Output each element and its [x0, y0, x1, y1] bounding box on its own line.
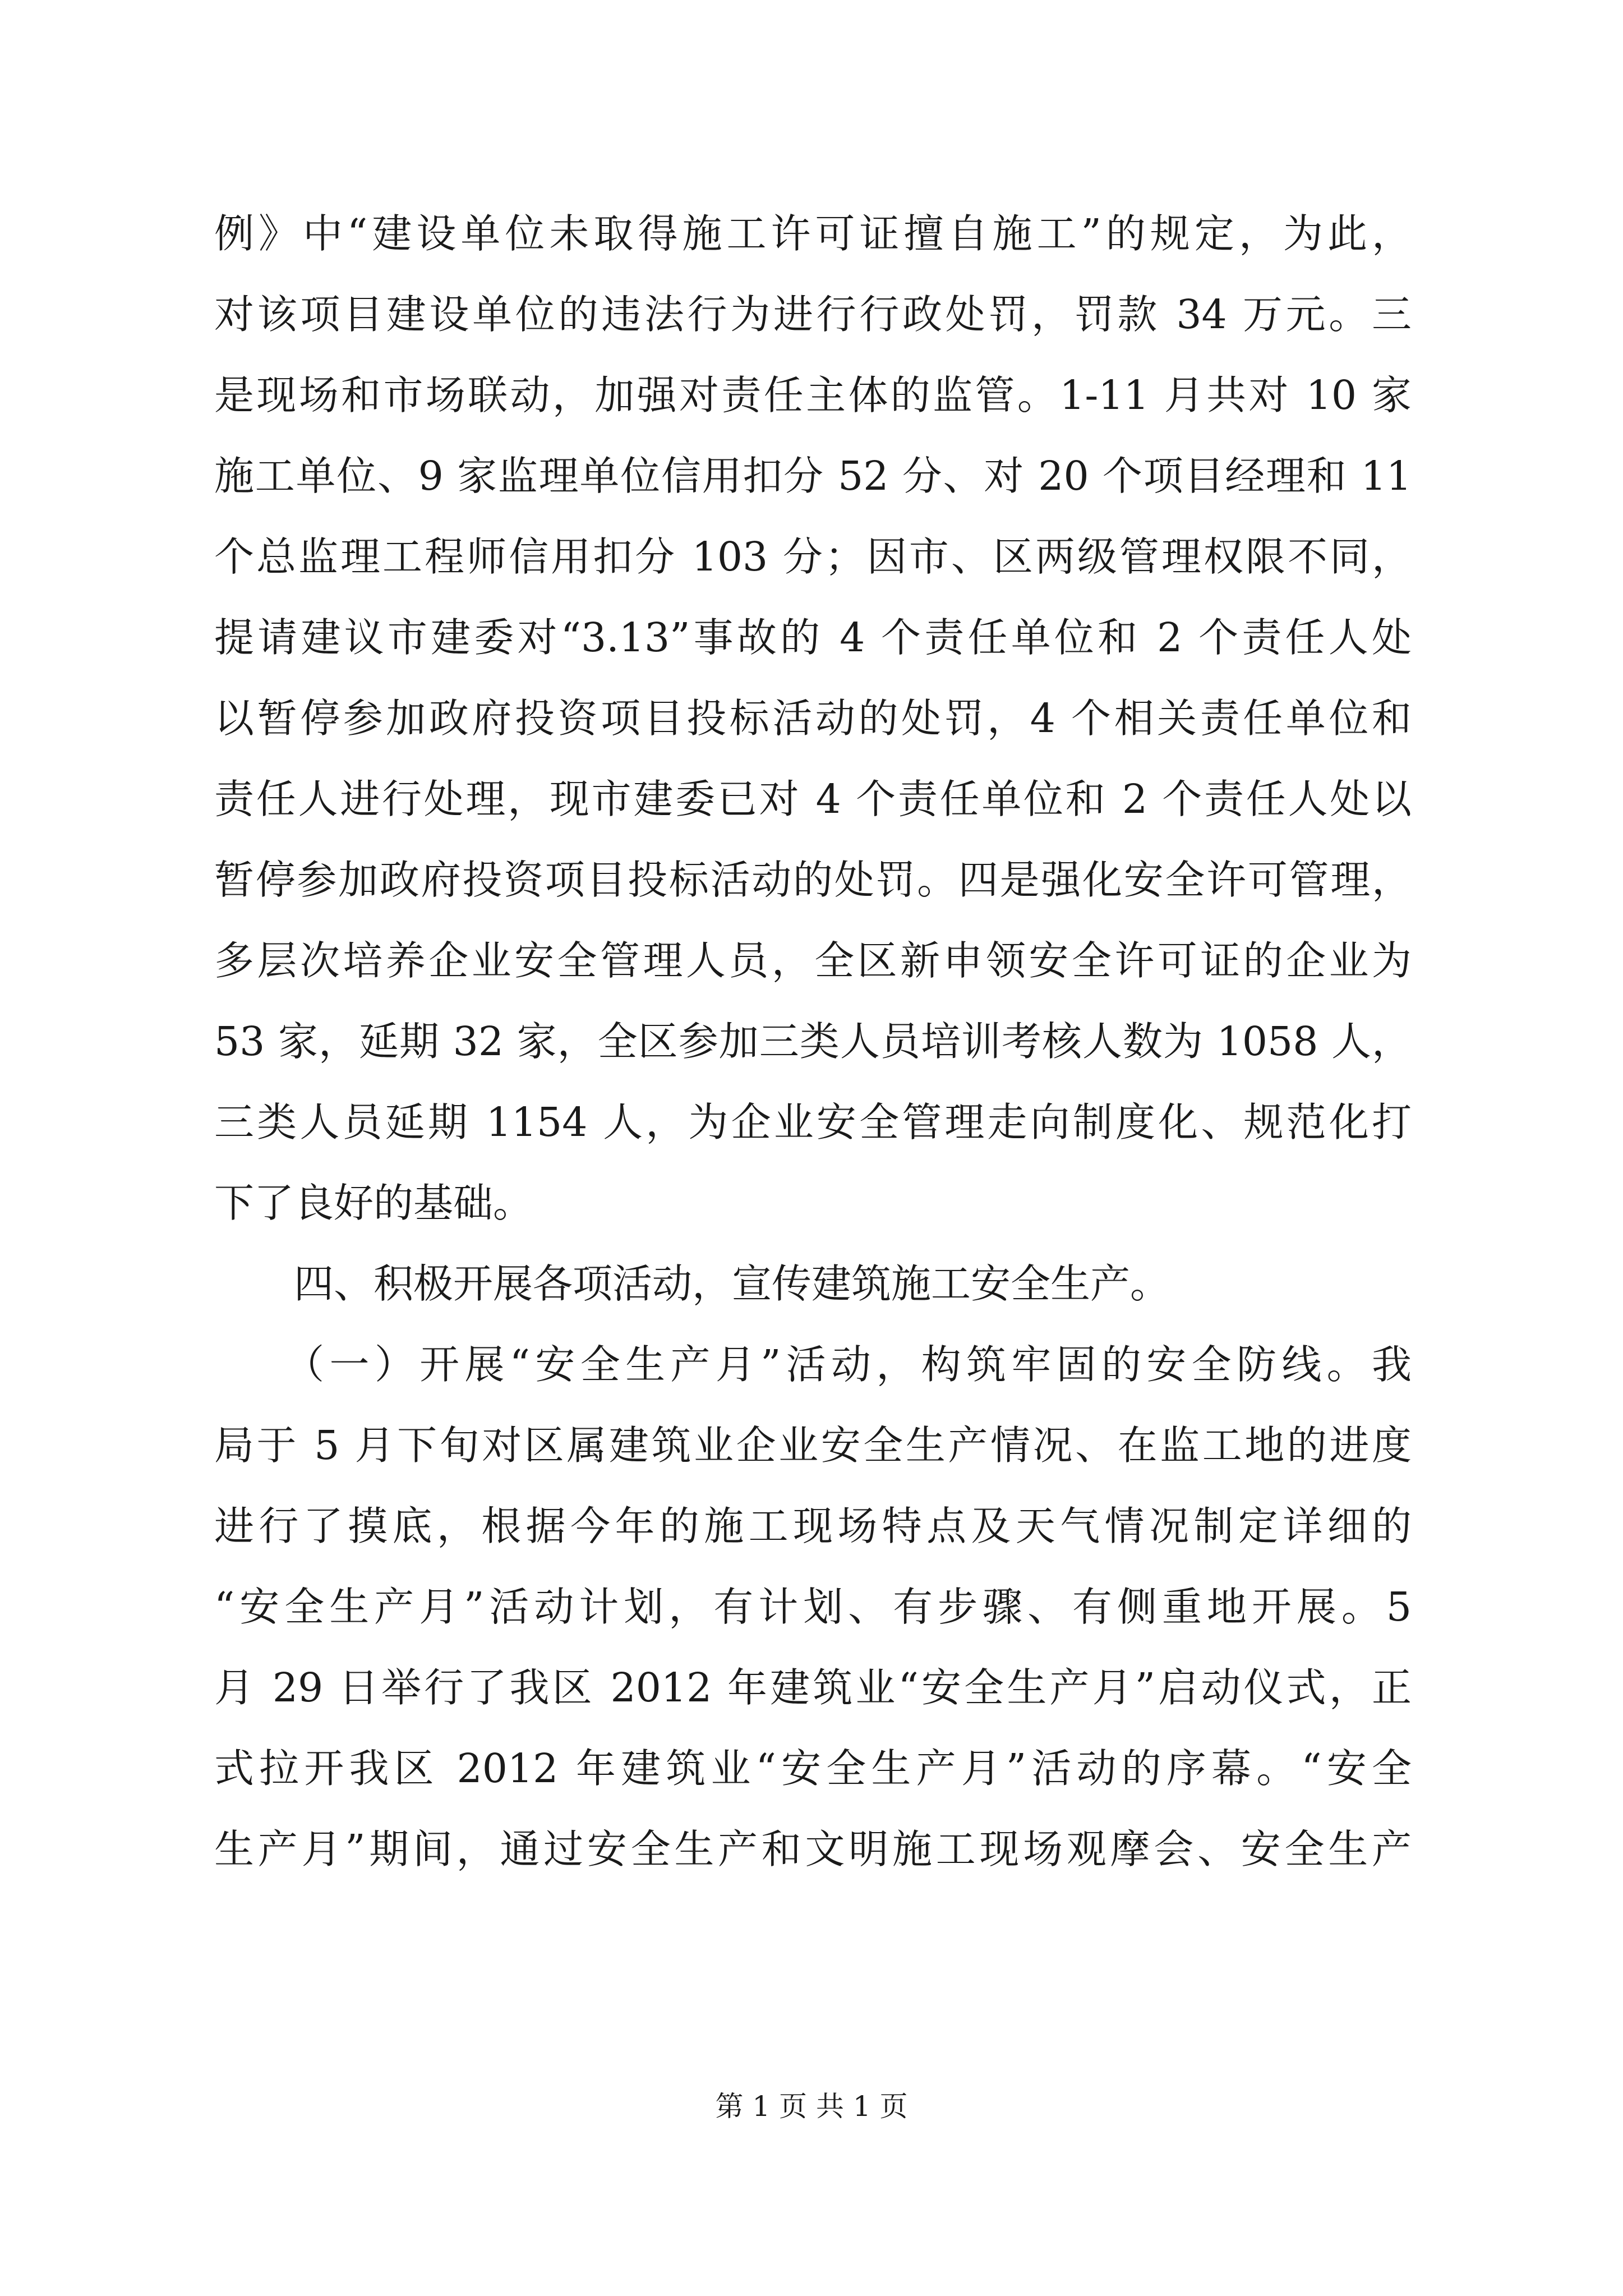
- text-line: 以暂停参加政府投资项目投标活动的处罚，4 个相关责任单位和: [214, 695, 1412, 742]
- text-line: “安全生产月”活动计划，有计划、有步骤、有侧重地开展。5: [214, 1584, 1412, 1630]
- page-footer: 第 1 页 共 1 页: [715, 2090, 908, 2123]
- text-line: 个总监理工程师信用扣分 103 分；因市、区两级管理权限不同，: [214, 533, 1412, 580]
- text-line: 责任人进行处理，现市建委已对 4 个责任单位和 2 个责任人处以: [214, 776, 1412, 822]
- text-line: 例》中“建设单位未取得施工许可证擅自施工”的规定，为此，: [214, 210, 1412, 257]
- text-line: 多层次培养企业安全管理人员，全区新申领安全许可证的企业为: [214, 937, 1412, 984]
- text-line: 下了良好的基础。: [214, 1180, 533, 1226]
- text-line: 提请建议市建委对“3.13”事故的 4 个责任单位和 2 个责任人处: [214, 614, 1412, 661]
- text-line: 月 29 日举行了我区 2012 年建筑业“安全生产月”启动仪式，正: [214, 1664, 1412, 1711]
- text-line: （一）开展“安全生产月”活动，构筑牢固的安全防线。我: [214, 1341, 1412, 1388]
- text-line: 施工单位、9 家监理单位信用扣分 52 分、对 20 个项目经理和 11: [214, 453, 1412, 499]
- text-line: 局于 5 月下旬对区属建筑业企业安全生产情况、在监工地的进度: [214, 1422, 1412, 1469]
- text-line: 式拉开我区 2012 年建筑业“安全生产月”活动的序幕。“安全: [214, 1745, 1412, 1792]
- section-heading: 四、积极开展各项活动，宣传建筑施工安全生产。: [214, 1260, 1170, 1307]
- text-line: 暂停参加政府投资项目投标活动的处罚。四是强化安全许可管理，: [214, 857, 1412, 903]
- text-line: 对该项目建设单位的违法行为进行行政处罚，罚款 34 万元。三: [214, 291, 1412, 338]
- body-text: [214, 194, 1412, 1890]
- text-line: 三类人员延期 1154 人，为企业安全管理走向制度化、规范化打: [214, 1099, 1412, 1145]
- text-line: 53 家，延期 32 家，全区参加三类人员培训考核人数为 1058 人，: [214, 1018, 1412, 1065]
- text-line: 是现场和市场联动，加强对责任主体的监管。1-11 月共对 10 家: [214, 372, 1412, 418]
- text-line: 生产月”期间，通过安全生产和文明施工现场观摩会、安全生产: [214, 1826, 1412, 1872]
- text-line: 进行了摸底，根据今年的施工现场特点及天气情况制定详细的: [214, 1503, 1412, 1549]
